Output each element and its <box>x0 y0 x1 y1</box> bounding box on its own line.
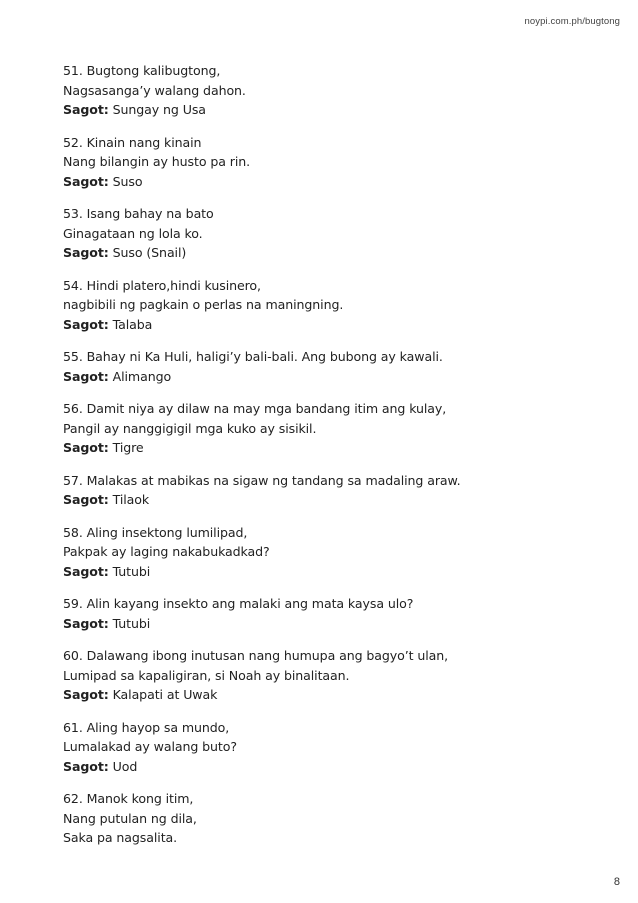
riddle-item <box>63 399 603 458</box>
answer-label: Sagot: <box>63 102 109 117</box>
riddle-item <box>63 133 603 192</box>
answer-label: Sagot: <box>63 563 109 579</box>
riddle-line: 59. Alin kayang insekto ang malaki ang mata kaysa ulo? <box>63 596 414 611</box>
riddle-item <box>63 276 603 335</box>
riddle-item <box>63 646 603 705</box>
riddle-item <box>63 471 603 510</box>
answer-line <box>63 614 603 634</box>
page-number: 8 <box>613 876 620 888</box>
answer-value: Alimango <box>112 368 172 384</box>
riddle-line: Nang putulan ng dila, <box>63 810 197 826</box>
source-url: noypi.com.ph/bugtong <box>524 16 620 27</box>
riddle-line: 54. Hindi platero,hindi kusinero, <box>63 277 261 293</box>
answer-label: Sagot: <box>63 173 109 189</box>
riddle-list <box>63 61 603 861</box>
answer-line <box>63 172 603 192</box>
riddle-line: Lumipad sa kapaligiran, si Noah ay binalitaan. <box>63 667 350 683</box>
riddle-line: 51. Bugtong kalibugtong, <box>63 63 221 78</box>
answer-value: Kalapati at Uwak <box>112 687 218 702</box>
answer-value: Sungay ng Usa <box>112 102 206 117</box>
answer-line <box>63 243 603 263</box>
riddle-item <box>63 204 603 263</box>
answer-label: Sagot: <box>63 758 109 774</box>
riddle-line: 53. Isang bahay na bato <box>63 206 214 221</box>
answer-value: Tigre <box>112 440 144 455</box>
answer-value: Suso (Snail) <box>112 245 187 260</box>
answer-value: Suso <box>112 173 143 189</box>
riddle-line: 62. Manok kong itim, <box>63 791 194 806</box>
answer-label: Sagot: <box>63 368 109 384</box>
riddle-line: Nagsasanga’y walang dahon. <box>63 82 246 98</box>
riddle-line: Nang bilangin ay husto pa rin. <box>63 154 251 169</box>
riddle-line: nagbibili ng pagkain o perlas na maningning. <box>63 297 344 312</box>
riddle-line: Pangil ay nanggigigil mga kuko ay sisikil. <box>63 420 317 436</box>
answer-label: Sagot: <box>63 245 109 260</box>
riddle-item <box>63 594 603 633</box>
answer-value: Talaba <box>112 316 153 332</box>
answer-label: Sagot: <box>63 615 109 631</box>
riddle-item <box>63 523 603 582</box>
riddle-line: 55. Bahay ni Ka Huli, haligi’y bali-bali. Ang bubong ay kawali. <box>63 349 443 364</box>
answer-line <box>63 315 603 335</box>
riddle-line: 57. Malakas at mabikas na sigaw ng tandang sa madaling araw. <box>63 472 461 488</box>
answer-value: Tilaok <box>112 492 150 507</box>
riddle-line: 60. Dalawang ibong inutusan nang humupa ang bagyo’t ulan, <box>63 648 449 663</box>
answer-value: Uod <box>112 758 138 774</box>
answer-line <box>63 100 603 120</box>
answer-line <box>63 685 603 705</box>
riddle-line: 52. Kinain nang kinain <box>63 134 202 150</box>
answer-label: Sagot: <box>63 316 109 332</box>
answer-value: Tutubi <box>112 563 151 579</box>
answer-line <box>63 757 603 777</box>
answer-value: Tutubi <box>112 615 151 631</box>
answer-line <box>63 562 603 582</box>
riddle-line: Ginagataan ng lola ko. <box>63 225 203 241</box>
riddle-item <box>63 347 603 386</box>
riddle-line: 61. Aling hayop sa mundo, <box>63 719 230 735</box>
riddle-line: Pakpak ay laging nakabukadkad? <box>63 544 270 559</box>
answer-label: Sagot: <box>63 687 109 702</box>
answer-label: Sagot: <box>63 492 109 507</box>
answer-line <box>63 438 603 458</box>
riddle-item <box>63 789 603 848</box>
answer-line <box>63 490 603 510</box>
riddle-item <box>63 718 603 777</box>
riddle-line: Saka pa nagsalita. <box>63 830 178 845</box>
answer-line <box>63 367 603 387</box>
riddle-line: Lumalakad ay walang buto? <box>63 739 237 754</box>
riddle-item <box>63 61 603 120</box>
riddle-line: 58. Aling insektong lumilipad, <box>63 524 248 540</box>
answer-label: Sagot: <box>63 440 109 455</box>
riddle-line: 56. Damit niya ay dilaw na may mga bandang itim ang kulay, <box>63 401 447 416</box>
